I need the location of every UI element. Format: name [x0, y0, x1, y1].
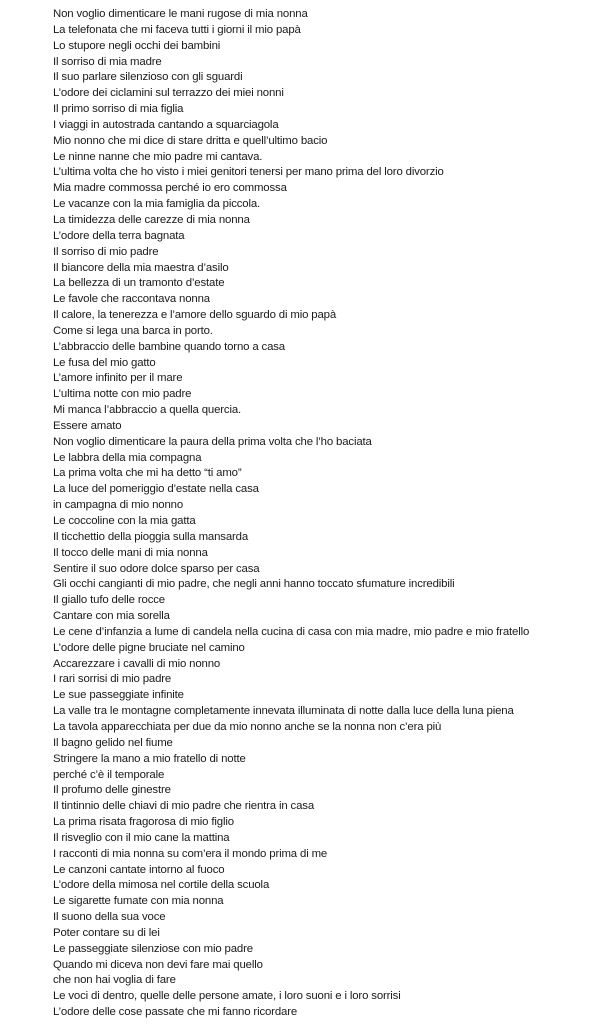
text-line: L’odore dei ciclamini sul terrazzo dei miei nonni [53, 87, 284, 100]
text-line: Le canzoni cantate intorno al fuoco [53, 863, 225, 876]
text-line: Il calore, la tenerezza e l’amore dello sguardo di mio papà [53, 309, 337, 322]
text-line: La luce del pomeriggio d’estate nella casa [53, 483, 259, 496]
text-line: I racconti di mia nonna su com’era il mondo prima di me [53, 847, 328, 860]
text-line: L’odore delle pigne bruciate nel camino [53, 641, 245, 654]
text-line: Sentire il suo odore dolce sparso per casa [53, 562, 260, 575]
text-line: Poter contare su di lei [53, 926, 160, 939]
text-line: perché c’è il temporale [53, 768, 165, 781]
text-line: Gli occhi cangianti di mio padre, che negli anni hanno toccato sfumature incredibili [53, 578, 455, 591]
text-line: Le sue passeggiate infinite [53, 689, 184, 702]
text-line: L’odore della mimosa nel cortile della scuola [53, 879, 270, 892]
text-line: Le cene d’infanzia a lume di candela nella cucina di casa con mia madre, mio padre e mio fratello [53, 625, 530, 638]
text-line: Mi manca l’abbraccio a quella quercia. [53, 404, 242, 417]
text-line: Il ticchettio della pioggia sulla mansarda [53, 530, 249, 543]
text-line: Cantare con mia sorella [53, 610, 170, 623]
text-line: L’ultima volta che ho visto i miei genitori tenersi per mano prima del loro divorzio [53, 166, 444, 179]
text-line: Le ninne nanne che mio padre mi cantava. [53, 150, 263, 163]
text-line: Il suono della sua voce [53, 911, 166, 924]
text-line: Il giallo tufo delle rocce [53, 594, 165, 607]
text-line: La valle tra le montagne completamente innevata illuminata di notte dalla luce della luna piena [53, 705, 514, 718]
text-line: in campagna di mio nonno [53, 499, 184, 512]
text-line: Le fusa del mio gatto [53, 356, 156, 369]
text-line: La prima volta che mi ha detto “ti amo” [53, 467, 242, 480]
text-line: La timidezza delle carezze di mia nonna [53, 213, 250, 226]
text-line: Come si lega una barca in porto. [53, 324, 213, 337]
text-line: Lo stupore negli occhi dei bambini [53, 39, 221, 52]
text-line: Il biancore della mia maestra d’asilo [53, 261, 229, 274]
text-line: Il sorriso di mia madre [53, 55, 162, 68]
text-line: La bellezza di un tramonto d’estate [53, 277, 225, 290]
text-line: Le favole che raccontava nonna [53, 293, 210, 306]
text-line: Mio nonno che mi dice di stare dritta e quell’ultimo bacio [53, 134, 328, 147]
text-line: Il bagno gelido nel fiume [53, 736, 173, 749]
text-line: Il sorriso di mio padre [53, 245, 159, 258]
text-line: L’amore infinito per il mare [53, 372, 183, 385]
text-line: che non hai voglia di fare [53, 974, 176, 987]
text-line: Le coccoline con la mia gatta [53, 515, 196, 527]
text-line: L’odore delle cose passate che mi fanno ricordare [53, 1006, 298, 1019]
text-line: Il profumo delle ginestre [53, 784, 171, 797]
text-line: Le vacanze con la mia famiglia da piccola. [53, 198, 261, 211]
text-line: Non voglio dimenticare la paura della prima volta che l’ho baciata [53, 435, 372, 448]
text-line: Il risveglio con il mio cane la mattina [53, 831, 230, 844]
text-line: L’ultima notte con mio padre [53, 388, 192, 401]
text-line: L’abbraccio delle bambine quando torno a casa [53, 340, 285, 353]
text-line: Le voci di dentro, quelle delle persone amate, i loro suoni e i loro sorrisi [53, 990, 401, 1003]
text-line: Stringere la mano a mio fratello di notte [53, 752, 246, 765]
text-line: Le labbra della mia compagna [53, 451, 202, 464]
text-line: Le sigarette fumate con mia nonna [53, 895, 224, 908]
memory-list [53, 7, 601, 1021]
text-line: Il suo parlare silenzioso con gli sguardi [53, 71, 243, 84]
text-line: Il primo sorriso di mia figlia [53, 103, 184, 116]
text-line: L’odore della terra bagnata [53, 229, 185, 242]
text-line: La prima risata fragorosa di mio figlio [53, 816, 234, 829]
text-line: La tavola apparecchiata per due da mio nonno anche se la nonna non c’era più [53, 720, 442, 733]
text-line: La telefonata che mi faceva tutti i giorni il mio papà [53, 23, 301, 36]
text-line: Il tocco delle mani di mia nonna [53, 546, 208, 559]
text-line: Accarezzare i cavalli di mio nonno [53, 657, 221, 670]
text-line: Mia madre commossa perché io ero commossa [53, 182, 287, 195]
text-line: Il tintinnio delle chiavi di mio padre che rientra in casa [53, 800, 315, 813]
text-line: Quando mi diceva non devi fare mai quello [53, 958, 263, 971]
text-line: I rari sorrisi di mio padre [53, 673, 172, 686]
text-line: Le passeggiate silenziose con mio padre [53, 942, 253, 955]
text-line: Essere amato [53, 419, 122, 432]
text-line: Non voglio dimenticare le mani rugose di mia nonna [53, 8, 308, 20]
text-line: I viaggi in autostrada cantando a squarciagola [53, 118, 279, 131]
